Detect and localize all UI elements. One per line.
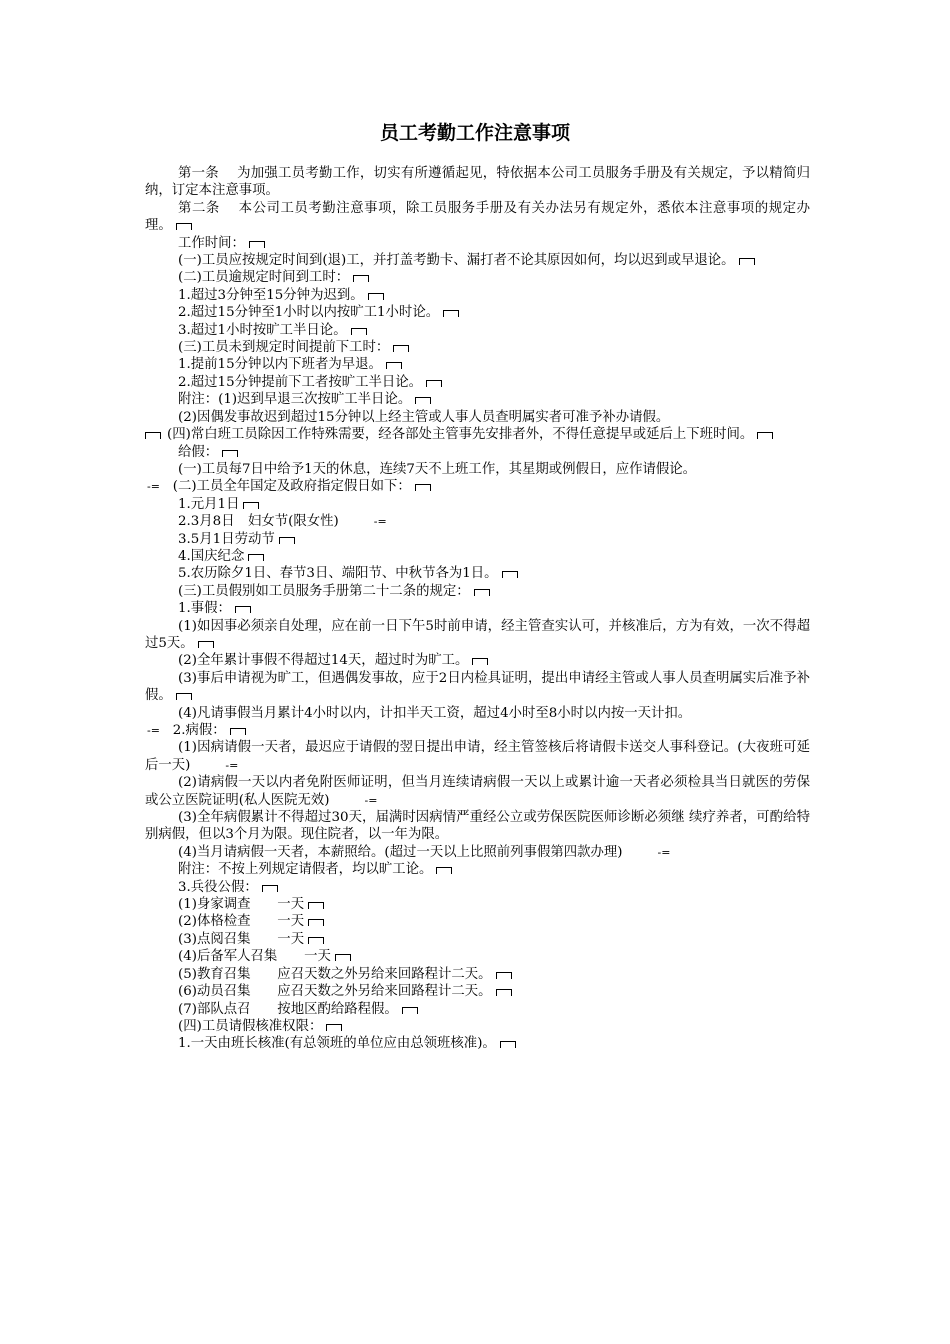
- paragraph-mark-icon: [335, 954, 351, 961]
- paragraph: (三)工员未到规定时间提前下工时：: [145, 339, 810, 356]
- paragraph-mark-icon: [249, 241, 265, 248]
- paragraph-mark-icon: [426, 380, 442, 387]
- paragraph: (4)凡请事假当月累计4小时以内，计扣半天工资，超过4小时至8小时以内按一天计扣。: [178, 705, 692, 721]
- paragraph-mark-icon: [368, 293, 384, 300]
- paragraph: 第一条 为加强工员考勤工作，切实有所遵循起见，特依据本公司工员服务手册及有关规定，予以精简归纳，订定本注意事项。: [145, 166, 810, 199]
- paragraph: (2)请病假一天以内者免附医师证明，但当月连续请病假一天以上或累计逾一天者必须检具当日就医的劳保或公立医院证明(私人医院无效) -=: [145, 775, 810, 808]
- paragraph-mark-icon: [326, 1024, 342, 1031]
- paragraph-mark-icon: [353, 275, 369, 282]
- paragraph: 2.超过15分钟提前下工者按旷工半日论。: [145, 374, 810, 391]
- paragraph: (1)如因事必须亲自处理，应在前一日下午5时前申请，经主管查实认可，并核准后，方为有效，一次不得超过5天。: [145, 618, 810, 651]
- paragraph-mark-icon: [198, 641, 214, 648]
- paragraph-mark-icon: [393, 345, 409, 352]
- paragraph-mark-icon: [176, 223, 192, 230]
- paragraph: 1.元月1日: [145, 496, 810, 513]
- paragraph-mark-icon: [262, 885, 278, 892]
- paragraph-mark-icon: [351, 328, 367, 335]
- paragraph-mark-icon: [415, 484, 431, 491]
- paragraph: (3)事后申请视为旷工，但遇偶发事故，应于2日内检具证明，提出申请经主管或人事人员查明属实后准予补假。: [145, 670, 810, 704]
- paragraph-mark-icon: [230, 728, 246, 735]
- paragraph: 2.3月8日 妇女节(限女性) -=: [178, 514, 387, 530]
- paragraph-mark-icon: [308, 919, 324, 926]
- paragraph-mark-icon: [235, 606, 251, 613]
- paragraph: (4)当月请病假一天者，本薪照给。(超过一天以上比照前列事假第四款办理) -=: [178, 844, 671, 860]
- paragraph: 5.农历除夕1日、春节3日、端阳节、中秋节各为1日。: [145, 565, 810, 582]
- paragraph: 附注：不按上列规定请假者，均以旷工论。: [145, 861, 810, 878]
- paragraph-mark-icon: [415, 397, 431, 404]
- paragraph: 1.超过3分钟至15分钟为迟到。: [145, 287, 810, 304]
- paragraph-mark-icon: [443, 310, 459, 317]
- document-body: [145, 165, 810, 1053]
- paragraph: 3.5月1日劳动节: [145, 531, 810, 548]
- paragraph: 给假：: [145, 444, 810, 461]
- paragraph-mark-icon: [308, 937, 324, 944]
- paragraph: 2.超过15分钟至1小时以内按旷工1小时论。: [145, 304, 810, 321]
- paragraph-mark-icon: [308, 902, 324, 909]
- paragraph: (三)工员假别如工员服务手册第二十二条的规定：: [145, 583, 810, 600]
- paragraph: (四)常白班工员除因工作特殊需要，经各部处主管事先安排者外，不得任意提早或延后上下班时间。: [145, 426, 810, 443]
- paragraph: (一)工员应按规定时间到(退)工，并打盖考勤卡、漏打者不论其原因如何，均以迟到或早退论。: [145, 252, 810, 269]
- paragraph: 工作时间：: [145, 235, 810, 252]
- line-break-icon: -=: [373, 515, 387, 529]
- paragraph-mark-icon: [757, 432, 773, 439]
- paragraph: (二)工员逾规定时间到工时：: [145, 269, 810, 286]
- paragraph-mark-icon: [386, 362, 402, 369]
- paragraph: 4.国庆纪念: [145, 548, 810, 565]
- paragraph-mark-icon: [502, 571, 518, 578]
- paragraph: (1)因病请假一天者，最迟应于请假的翌日提出申请，经主管签核后将请假卡送交人事科登记。(大夜班可延后一天) -=: [145, 740, 810, 773]
- paragraph-mark-icon: [474, 589, 490, 596]
- paragraph-mark-icon: [500, 1041, 516, 1048]
- paragraph: (一)工员每7日中给予1天的休息，连续7天不上班工作，其星期或例假日，应作请假论。: [178, 461, 697, 477]
- paragraph: (2)全年累计事假不得超过14天，超过时为旷工。: [145, 652, 810, 669]
- paragraph-mark-icon: [496, 989, 512, 996]
- paragraph: 1.一天由班长核准(有总领班的单位应由总领班核准)。: [145, 1035, 810, 1052]
- paragraph: -= 2.病假：: [145, 722, 810, 739]
- paragraph: -= (二)工员全年国定及政府指定假日如下：: [145, 478, 810, 495]
- paragraph: (5)教育召集 应召天数之外另给来回路程计二天。: [145, 966, 810, 983]
- document-title: 员工考勤工作注意事项: [379, 122, 570, 144]
- paragraph: 第二条 本公司工员考勤注意事项，除工员服务手册及有关办法另有规定外，悉依本注意事项的规定办理。: [145, 200, 810, 234]
- paragraph-mark-icon: [402, 1007, 418, 1014]
- paragraph: (3)点阅召集 一天: [145, 931, 810, 948]
- paragraph: (四)工员请假核准权限：: [145, 1018, 810, 1035]
- line-break-icon: -=: [147, 480, 160, 494]
- paragraph: (7)部队点召 按地区酌给路程假。: [145, 1001, 810, 1018]
- paragraph-mark-icon: [243, 502, 259, 509]
- line-break-icon: -=: [147, 724, 160, 737]
- paragraph-mark-icon: [472, 658, 488, 665]
- paragraph-mark-icon: [145, 432, 161, 439]
- paragraph-mark-icon: [222, 450, 238, 457]
- paragraph-mark-icon: [279, 537, 295, 544]
- line-break-icon: -=: [225, 758, 239, 772]
- paragraph: (6)动员召集 应召天数之外另给来回路程计二天。: [145, 983, 810, 1000]
- paragraph: (3)全年病假累计不得超过30天，届满时因病情严重经公立或劳保医院医师诊断必须继 续疗养者，可酌给特别病假，但以3个月为限。现住院者，以一年为限。: [145, 810, 810, 843]
- paragraph-mark-icon: [739, 258, 755, 265]
- paragraph: 1.提前15分钟以内下班者为早退。: [145, 356, 810, 373]
- paragraph: 3.兵役公假：: [145, 879, 810, 896]
- line-break-icon: -=: [657, 845, 671, 859]
- paragraph: 1.事假：: [145, 600, 810, 617]
- paragraph: (2)因偶发事故迟到超过15分钟以上经主管或人事人员查明属实者可准予补办请假。: [178, 409, 670, 425]
- paragraph: (1)身家调查 一天: [145, 896, 810, 913]
- paragraph-mark-icon: [248, 554, 264, 561]
- paragraph: 附注：(1)迟到早退三次按旷工半日论。: [145, 391, 810, 408]
- paragraph: (4)后备军人召集 一天: [145, 948, 810, 965]
- paragraph-mark-icon: [176, 693, 192, 700]
- paragraph: 3.超过1小时按旷工半日论。: [145, 322, 810, 339]
- paragraph-mark-icon: [436, 867, 452, 874]
- paragraph: (2)体格检查 一天: [145, 913, 810, 930]
- paragraph-mark-icon: [496, 972, 512, 979]
- line-break-icon: -=: [364, 793, 378, 807]
